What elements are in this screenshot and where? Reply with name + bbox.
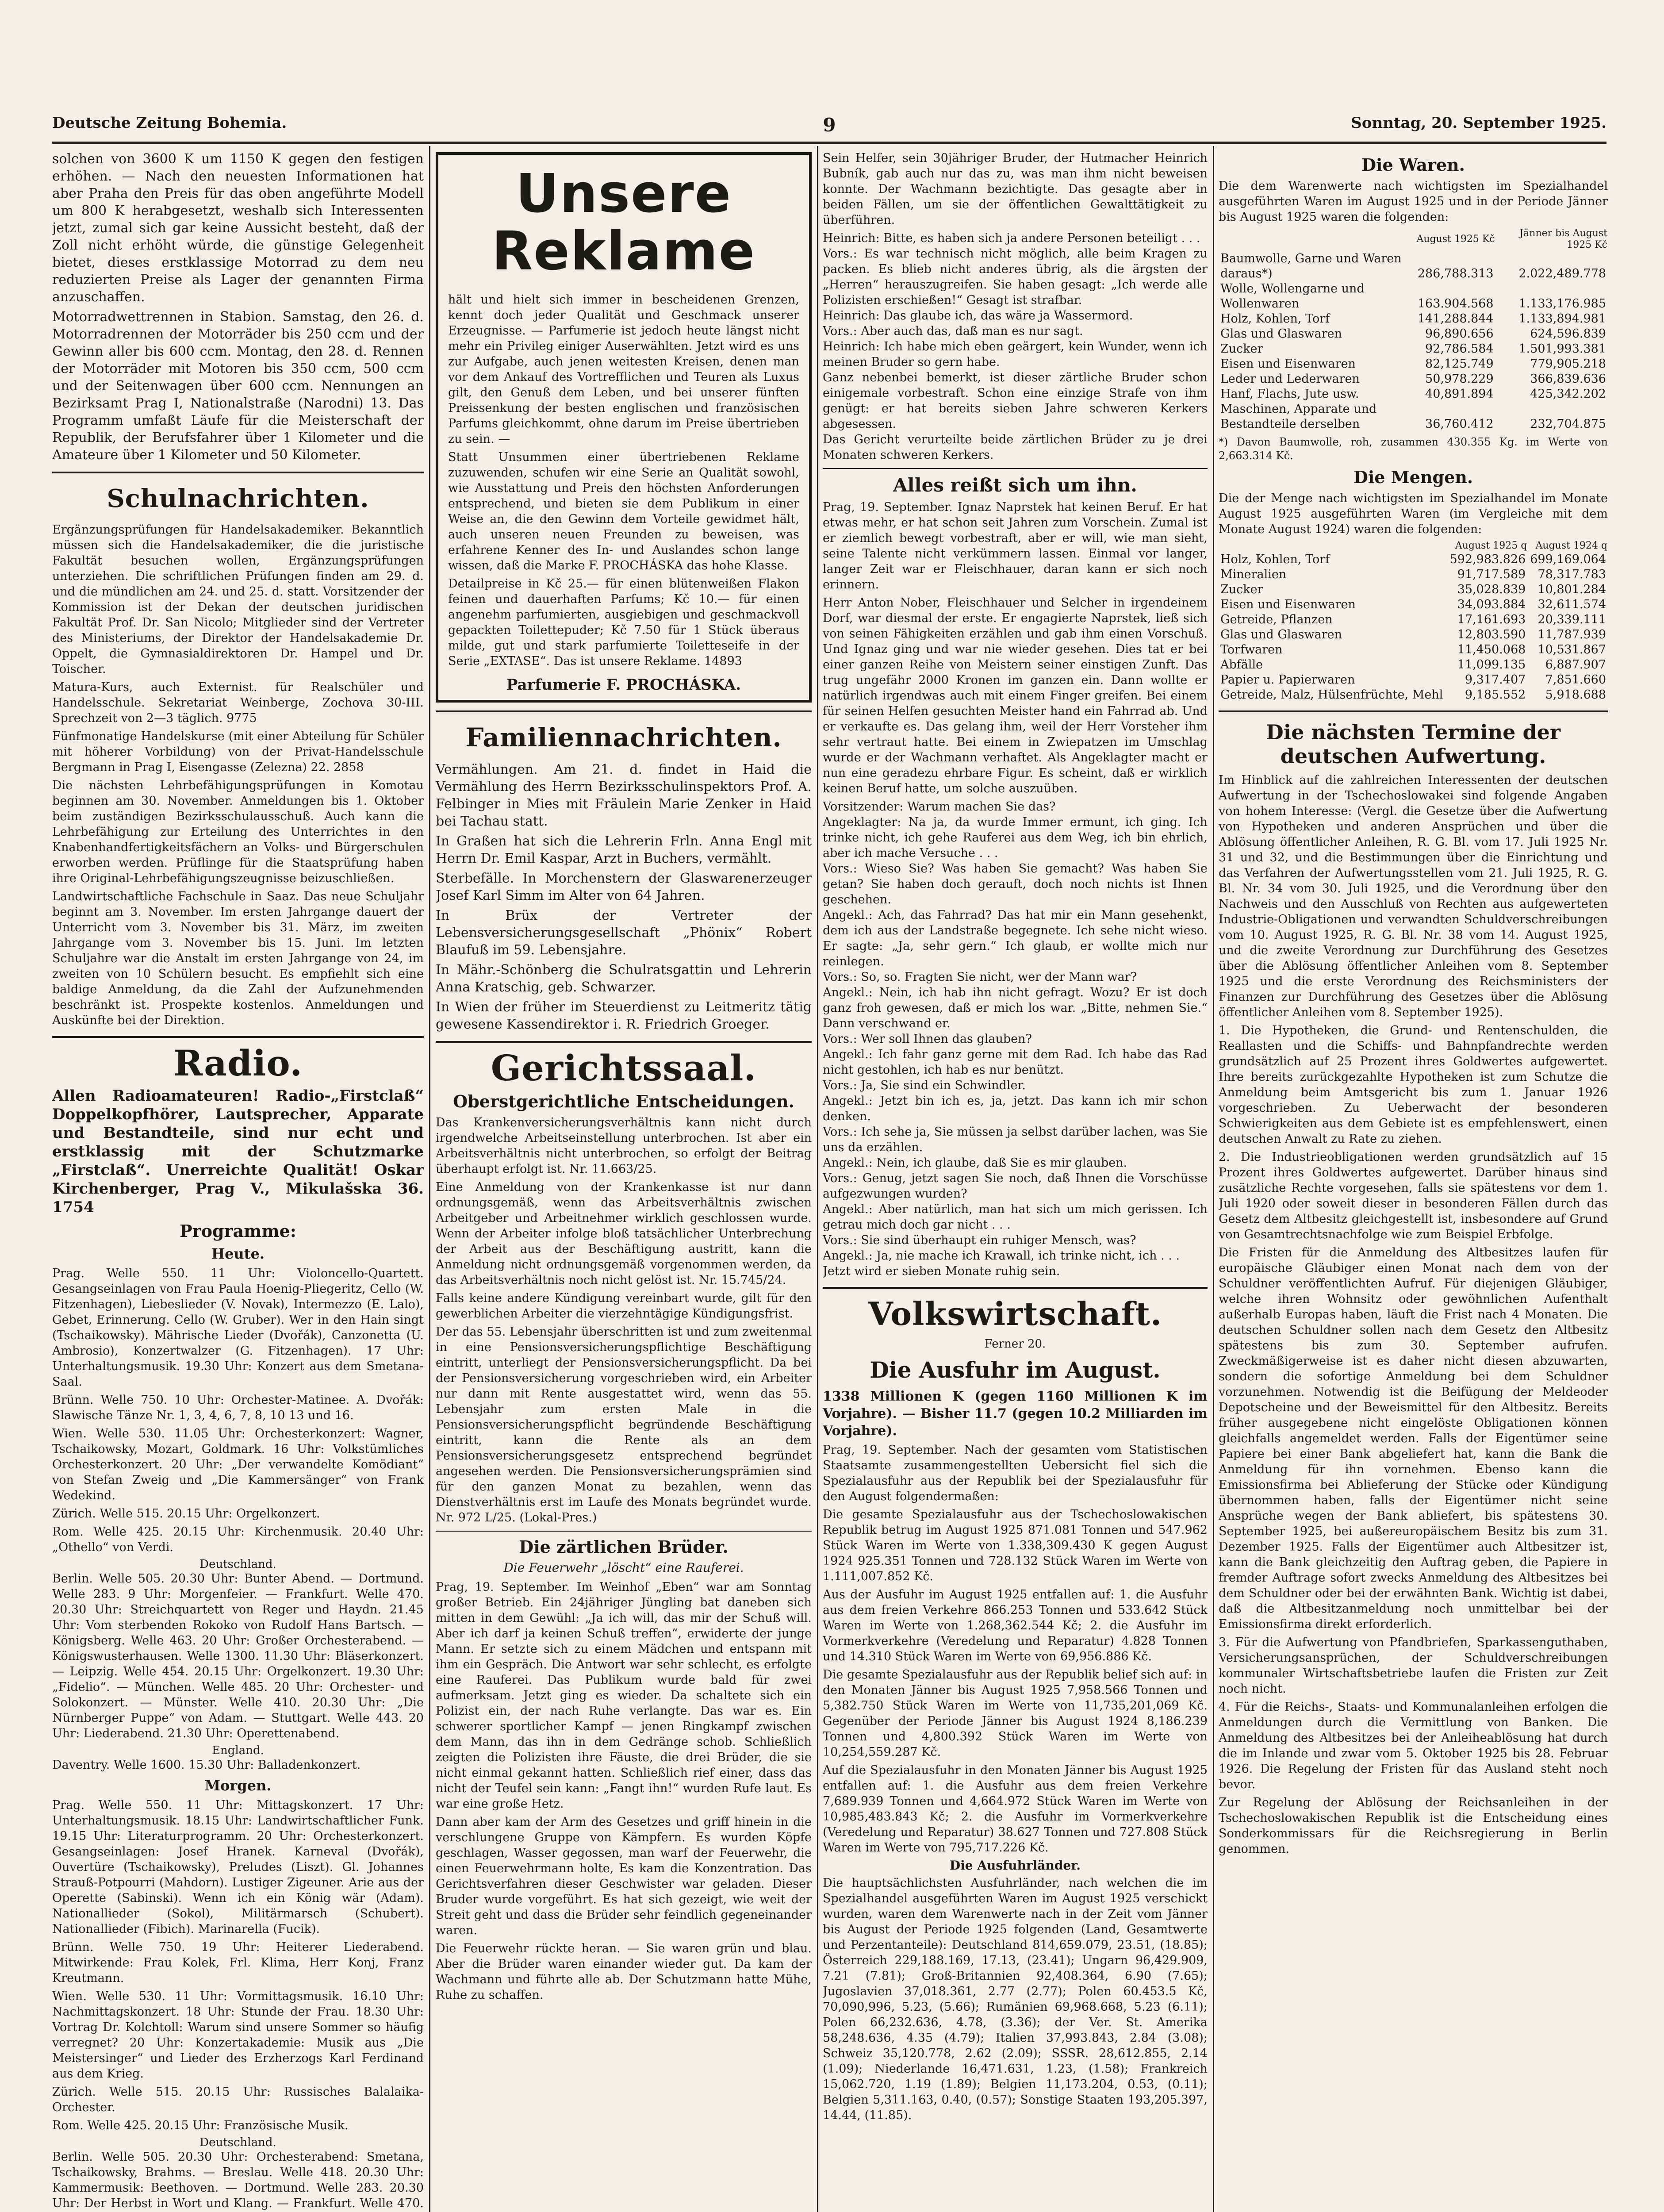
article-text: Die gesamte Spezialausfuhr aus der Tschechoslowakischen Republik betrug im August 1925 871.081 Tonnen und 547.962 Stück Waren im Werte von 1.338,309.430 K gegen August 1924 925.351 Tonnen und 728.132 Stück Waren im Werte von 1.111,007.852 Kč.	[823, 1508, 1208, 1583]
goods-name-cell: Leder und Lederwaren	[1220, 372, 1360, 386]
goods-value-table	[1219, 227, 1608, 432]
article-text: 3. Für die Aufwertung von Pfandbriefen, Sparkassenguthaben, Versicherungsansprüchen, der Schuldverschreibungen kommunaler Wirtschaftsbetriebe laufen die Fristen zur Zeit noch nicht.	[1219, 1636, 1608, 1696]
column-3	[823, 150, 1208, 2212]
article-title: Die Waren.	[1361, 155, 1465, 175]
section-rule	[823, 1287, 1208, 1289]
value-cell: 9,185.552	[1465, 688, 1526, 702]
page-number: 9	[823, 114, 836, 136]
section-title: Die nächsten Termine der deutschen Aufwertung.	[1265, 720, 1561, 768]
ad-text: Detailpreise in Kč 25.— für einen blütenweißen Flakon feinen und dauerhaften Parfums; Kč 10.— für einen angenehm parfumierten, ausgiebigen und geschmackvoll gepackten Toilettepuder; Kč 7.50 für 1 Stück überaus milde, gut und stark parfumierte Toiletteseife in der Serie „EXTASE“. Das ist unsere Reklame. 14893	[448, 577, 799, 668]
goods-name-cell: Wolle, Wollengarne und Wollenwaren	[1220, 282, 1365, 311]
table-footnote: *) Davon Baumwolle, roh, zusammen 430.355 Kg. im Werte von 2,663.314 Kč.	[1219, 436, 1608, 462]
column-2	[436, 150, 812, 2212]
subsection-title: Oberstgerichtliche Entscheidungen.	[453, 1091, 794, 1111]
program-entry: Rom. Welle 425. 20.15 Uhr: Kirchenmusik. 20.40 Uhr: „Othello“ von Verdi.	[52, 1525, 424, 1554]
subsection-title: Programme:	[180, 1221, 296, 1241]
value-cell: 10,801.284	[1537, 583, 1606, 596]
program-entry: Zürich. Welle 515. 20.15 Uhr: Russisches Balalaika-Orchester.	[52, 2085, 424, 2114]
value-cell: 7,851.660	[1545, 673, 1606, 687]
article-title: Die Mengen.	[1353, 467, 1473, 487]
goods-name-cell: Mineralien	[1220, 568, 1287, 581]
table-row	[1219, 612, 1608, 627]
column-divider	[1213, 146, 1214, 2212]
table-row	[1219, 281, 1608, 311]
article-text: Die gesamte Spezialausfuhr aus der Republik belief sich auf: in den Monaten Jänner bis August 1925 7,958.566 Tonnen und 5,382.750 Stück Waren im Werte von 11,735,201,069 Kč. Gegenüber der Periode Jänner bis August 1924 8,186.239 Tonnen und 4,800.392 Stück Waren im Werte von 10,254,559.287 Kč.	[823, 1668, 1208, 1759]
section-rule	[436, 710, 812, 712]
article-text: Landwirtschaftliche Fachschule in Saaz. Das neue Schuljahr beginnt am 3. November. Im ersten Jahrgange dauert der Unterricht vom 3. November bis 31. März, im zweiten Jahrgange vom 3. November bis 15. Juni. Im letzten Schuljahre war die Anstalt im ersten Jahrgange von 24, im zweiten von 10 Schülern besucht. Es empfiehlt sich eine baldige Anmeldung, da die Zahl der Aufzunehmenden beschränkt ist. Prospekte kostenlos. Anmeldungen und Auskünfte bei der Direktion.	[52, 890, 424, 1027]
value-cell: 5,918.688	[1545, 688, 1606, 702]
goods-name-cell: Getreide, Pflanzen	[1220, 613, 1333, 626]
issue-date: Sonntag, 20. September 1925.	[1351, 114, 1606, 132]
value-cell: 35,028.839	[1457, 583, 1526, 596]
article-text: Der das 55. Lebensjahr überschritten ist und zum zweitenmal in eine Pensionsversicherungspflichtige Beschäftigung eintritt, unterliegt der Pensionsversicherungspflicht. Da bei der Pensionsversicherung vorgeschrieben wird, ein Arbeiter nur dann mit Rente ausgestattet wird, wenn das 55. Lebensjahr zum ersten Male in die Pensionsversicherungspflicht begründende Beschäftigung eintritt, kann die Rente als an dem Pensionsversicherungsgesetz entsprechend begründet angesehen werden. Die Pensionsversicherungsprämien sind für den ganzen Monat zu bezahlen, wenn das Dienstverhältnis erst im Laufe des Monats begründet wurde. Nr. 972 L/25. (Lokal-Pres.)	[436, 1325, 812, 1525]
program-entry: Daventry. Welle 1600. 15.30 Uhr: Balladenkonzert.	[52, 1758, 361, 1772]
ad-headline: Unsere Reklame	[491, 163, 756, 282]
value-cell: 366,839.636	[1530, 372, 1606, 386]
column-divider	[817, 146, 818, 2212]
article-text: Dann aber kam der Arm des Gesetzes und griff hinein in die verschlungene Gruppe von Kämpfern. Es wurden Köpfe geschlagen, Wasser gegossen, man warf der Feuerwehr, die einen Feuerwehrmann holte, Es kam die Konzentration. Das Gerichtsverfahren dieser Geschwister war geladen. Dieser Bruder wurde vorgeführt. Es hat sich gezeigt, wie weit der Streit geht und dass die Brüder sehr feindlich gegeneinander waren.	[436, 1815, 812, 1937]
program-entry: Berlin. Welle 505. 20.30 Uhr: Bunter Abend. — Dortmund. Welle 283. 9 Uhr: Morgenfeier. — Frankfurt. Welle 470. 20.30 Uhr: Streichquartett von Reger und Haydn. 21.45 Uhr: Vom sterbenden Rokoko von Rudolf Hans Bartsch. — Königsberg. Welle 463. 20 Uhr: Großer Orchesterabend. — Königswusterhausen. Welle 1300. 11.30 Uhr: Bläserkonzert. — Leipzig. Welle 454. 20.15 Uhr: Orgelkonzert. 19.30 Uhr: „Fidelio“. — München. Welle 485. 20 Uhr: Orchester- und Solokonzert. — Münster. Welle 410. 20.30 Uhr: „Die Nürnberger Puppe“ von Adam. — Stuttgart. Welle 443. 20 Uhr: Liederabend. 21.30 Uhr: Operettenabend.	[52, 1572, 424, 1740]
value-cell: 92,786.584	[1425, 342, 1494, 356]
perfume-advertisement	[436, 152, 812, 703]
table-row	[1219, 402, 1608, 432]
value-cell: 91,717.589	[1457, 568, 1526, 581]
article-text: Die dem Warenwerte nach wichtigsten im Spezialhandel ausgeführten Waren im August 1925 und in der Periode Jänner bis August 1925 waren die folgenden:	[1219, 179, 1608, 224]
article-text: Ergänzungsprüfungen für Handelsakademiker. Bekanntlich müssen sich die Handelsakademiker, die die juristische Fakultät besuchen wollen, Ergänzungsprüfungen unterziehen. Die schriftlichen Prüfungen finden am 29. d. und die mündlichen am 24. und 25. d. statt. Vorsitzender der Kommission ist der Dekan der deutschen juridischen Fakultät Prof. Dr. San Nicolo; Mitglieder sind der Vertreter des Ministeriums, der Direktor der Handelsakademie Dr. Oppelt, die Gymnasialdirektoren Dr. Hampel und Dr. Toischer.	[52, 523, 424, 676]
article-title: Die zärtlichen Brüder.	[519, 1537, 728, 1557]
article-title: Die Ausfuhr im August.	[870, 1357, 1161, 1383]
article-text: solchen von 3600 K um 1150 K gegen den festigen erhöhen. — Nach den neuesten Informationen hat aber Praha den Preis für das oben angeführte Modell um 800 K herabgesetzt, weshalb sich Interessenten jetzt, zumal sich gar keine Aussicht besteht, daß der Zoll nicht erhöht würde, die günstige Gelegenheit bietet, dieses erstklassige Motorrad zu dem neu reduzierten Preise als Lager der genannten Firma anzuschaffen.	[52, 151, 424, 305]
value-cell: 10,531.867	[1537, 643, 1606, 657]
ad-signature: Parfumerie F. PROCHÁSKA.	[506, 676, 741, 694]
article-text: Fünfmonatige Handelskurse (mit einer Abteilung für Schüler mit höherer Vorbildung) von der Privat-Handelsschule Bergmann in Prag I, Eisengasse (Zelezna) 22. 2858	[52, 730, 424, 774]
article-text: Vorsitzender: Warum machen Sie das? Angeklagter: Na ja, da wurde Immer ermunt, ich ging. Ich trinke nicht, ich gehe Rauferei aus dem Weg, ich bin ehrlich, aber ich mache Versuche . . . Vors.: Wieso Sie? Was haben Sie gemacht? Was haben Sie getan? Sie haben doch gerauft, doch noch nichts ist Ihnen geschehen. Angekl.: Ach, das Fahrrad? Das hat mir ein Mann gesehenkt, dem ich aus der Landstraße begegnete. Ich sehe nicht wieso. Er sagte: „Ja, sehr gern.“ Ich glaub, er wollte mich nur reinlegen. Vors.: So, so. Fragten Sie nicht, wer der Mann war? Angekl.: Nein, ich hab ihn nicht gefragt. Wozu? Er ist doch ganz froh gewesen, daß er mich los war. „Bitte, nehmen Sie.“ Dann verschwand er. Vors.: Wer soll Ihnen das glauben? Angekl.: Ich fahr ganz gerne mit dem Rad. Ich habe das Rad nicht gestohlen, ich hab es nur benützt. Vors.: Ja, Sie sind ein Schwindler. Angekl.: Jetzt bin ich es, ja, jetzt. Das kann ich mir schon denken. Vors.: Ich sehe ja, Sie müssen ja selbst darüber lachen, was Sie uns da erzählen. Angekl.: Nein, ich glaube, daß Sie es mir glauben. Vors.: Genug, jetzt sagen Sie noch, daß Ihnen die Vorschüsse aufgezwungen wurden? Angekl.: Aber natürlich, man hat sich um mich gerissen. Ich getrau mich doch gar nicht . . . Vors.: Sie sind überhaupt ein ruhiger Mensch, was? Angekl.: Ja, nie mache ich Krawall, ich trinke nicht, ich . . . Jetzt wird er sieben Monate ruhig sein.	[823, 800, 1208, 1278]
value-cell: 592,983.826	[1449, 553, 1526, 566]
table-row	[1219, 311, 1608, 326]
article-text: In Wien der früher im Steuerdienst zu Leitmeritz tätig gewesene Kassendirektor i. R. Friedrich Groeger.	[436, 999, 812, 1032]
value-cell: 1.133,894.981	[1518, 312, 1606, 326]
section-rule	[436, 1041, 812, 1043]
goods-name-cell: Holz, Kohlen, Torf	[1220, 312, 1330, 326]
value-cell: 699,169.064	[1530, 553, 1606, 566]
program-entry: Prag. Welle 550. 11 Uhr: Violoncello-Quartett. Gesangseinlagen von Frau Paula Hoenig-Pliegeritz, Cello (W. Fitzenhagen), Liebeslieder (V. Novak), Intermezzo (E. Lalo), Gebet, Erinnerung. Cello (W. Gruber). Wer in den Hain singt (Tschaikowsky). Mährische Lieder (Dvořák), Canzonetta (U. Ambrosio), Konzertwalzer (G. Fitzenhagen). 17 Uhr: Unterhaltungsmusik. 19.30 Uhr: Konzert aus dem Smetana-Saal.	[52, 1267, 424, 1389]
value-cell: 11,099.135	[1457, 658, 1526, 672]
goods-quantity-table	[1219, 540, 1608, 703]
ad-text: Statt Unsummen einer übertriebenen Reklame zuzuwenden, schufen wir eine Serie an Qualität sowohl, wie Ausstattung und Preis den höchsten Anforderungen entsprechend, und bieten sie dem Publikum in einer Weise an, die den Gewinn dem Vorteile gewidmet hält, auch unseren neuen Freunden zu beweisen, was erfahrene Kenner des In- und Auslandes schon lange wissen, daß die Marke F. PROCHÁSKA das hohe Klasse.	[448, 450, 799, 572]
value-cell: 82,125.749	[1425, 357, 1494, 371]
article-text: Prag, 19. September. Ignaz Naprstek hat keinen Beruf. Er hat etwas mehr, er hat schon seit Jahren zum Vorschein. Zumal ist er ziemlich bewegt vorbestraft, aber er will, wie man sieht, seine Talente nicht verkümmern lassen. Einmal vor langer, langer Zeit war er Fleischhauer, daran kann er sich noch erinnern.	[823, 500, 1208, 591]
article-text: Aus der Ausfuhr im August 1925 entfallen auf: 1. die Ausfuhr aus dem freien Verkehre 866.253 Tonnen und 533.642 Stück Waren im Werte von 1.268,362.544 Kč; 2. die Ausfuhr im Vormerkverkehre (Veredelung und Reparatur) 4.828 Tonnen und 14.310 Stück Waren im Werte von 69,956.886 Kč.	[823, 1588, 1208, 1663]
value-cell: 12,803.590	[1457, 628, 1526, 641]
article-text: In Mähr.-Schönberg die Schulratsgattin und Lehrerin Anna Kratschig, geb. Schwarzer.	[436, 962, 812, 995]
goods-name-cell: Glas und Glaswaren	[1220, 327, 1342, 341]
value-cell: 50,978.229	[1425, 372, 1494, 386]
column-4	[1219, 150, 1608, 2212]
goods-name-cell: Zucker	[1220, 583, 1263, 596]
article-text: In Brüx der Vertreter der Lebensversicherungsgesellschaft „Phönix“ Robert Blaufuß im 59. Lebensjahre.	[436, 908, 812, 958]
article-text: Die nächsten Lehrbefähigungsprüfungen in Komotau beginnen am 30. November. Anmeldungen bis 1. Oktober beim zuständigen Bezirksschulausschuß. Auch kann die Lehrbefähigung zur Erteilung des Unterrichtes in den Knabenhandfertigkeitsfächern an Volks- und Bürgerschulen erworben werden. Prüflinge für die Staatsprüfung haben ihre Original-Lehrbefähigungszeugnisse beizuschließen.	[52, 779, 424, 885]
goods-name-cell: Torfwaren	[1220, 643, 1283, 657]
dateline: Ferner 20.	[984, 1337, 1046, 1351]
program-entry: Wien. Welle 530. 11.05 Uhr: Orchesterkonzert: Wagner, Tschaikowsky, Mozart, Goldmark. 16 Uhr: Volkstümliches Orchesterkonzert. 20 Uhr: „Der verwandelte Komödiant“ von Stefan Zweig und „Die Kammersänger“ von Frank Wedekind.	[52, 1427, 424, 1502]
goods-name-cell: Papier u. Papierwaren	[1220, 673, 1355, 687]
article-text: Heinrich: Bitte, es haben sich ja andere Personen beteiligt . . . Vors.: Es war technisch nicht möglich, alle beim Kragen zu packen. Es blieb nicht anderes übrig, als die ärgsten der „Herren“ herauszugreifen. Sie haben gesagt: „Ich werde alle Polizisten erschießen!“ Gesagt ist strafbar. Heinrich: Das glaube ich, das wäre ja Wassermord. Vors.: Aber auch das, daß man es nur sagt. Heinrich: Ich habe mich eben geärgert, kein Wunder, wenn ich meinen Bruder so gern habe. Ganz nebenbei bemerkt, ist dieser zärtliche Bruder schon einigemale vorbestraft. Schon eine einzige Strafe von ihm genügt: er hat bereits sieben Jahre schweren Kerkers abgesessen. Das Gericht verurteilte beide zärtlichen Brüder zu je drei Monaten schweren Kerkers.	[823, 231, 1208, 462]
value-cell: 40,891.894	[1425, 387, 1494, 401]
program-entry: Brünn. Welle 750. 19 Uhr: Heiterer Liederabend. Mitwirkende: Frau Kolek, Frl. Klima, Herr Konj, Franz Kreutmann.	[52, 1940, 424, 1985]
article-title: Alles reißt sich um ihn.	[893, 474, 1137, 496]
goods-name-cell: Eisen und Eisenwaren	[1220, 598, 1356, 611]
region-label: England.	[212, 1744, 264, 1757]
section-rule	[1219, 710, 1608, 712]
value-cell: 20,339.111	[1537, 613, 1606, 626]
article-text: 2. Die Industrieobligationen werden grundsätzlich auf 15 Prozent ihres Goldwertes aufgewertet. Darüber hinaus sind zusätzliche Rechte vorgesehen, falls sie spätestens vor dem 1. Juli 1920 oder soweit dieser in besonderen Fällen durch das Gesetz dem Altbesitz gleichgestellt ist, insbesondere auf Grund von Gesamtrechtsnachfolge wie zum Beispiel Erbfolge.	[1219, 1150, 1608, 1241]
value-cell: 624,596.839	[1530, 327, 1606, 341]
table-row	[1219, 657, 1608, 672]
article-text: Prag, 19. September. Nach der gesamten vom Statistischen Staatsamte zusammengestellten Uebersicht fiel sich die Spezialausfuhr aus der Republik bei der Spezialausfuhr für den August folgendermaßen:	[823, 1443, 1208, 1503]
table-header: August 1925 q	[1455, 540, 1527, 551]
article-text: Die Feuerwehr rückte heran. — Sie waren grün und blau. Aber die Brüder waren einander wieder gut. Da kam der Wachmann und führte alle ab. Der Schutzmann hatte Mühe, Ruhe zu schaffen.	[436, 1942, 812, 2002]
article-text: Vermählungen. Am 21. d. findet in Haid die Vermählung des Herrn Bezirksschulinspektors Prof. A. Felbinger in Mies mit Fräulein Marie Zenker in Haid bei Tachau statt.	[436, 762, 812, 829]
table-row	[1219, 357, 1608, 372]
value-cell: 2.022,489.778	[1518, 267, 1606, 280]
article-text: 4. Für die Reichs-, Staats- und Kommunalanleihen erfolgen die Anmeldungen durch die Vermittlung von Banken. Die Anmeldung des Altbesitzes bei der Anleiheablösung hat durch die im Inlande und zwar vom 5. Oktober 1925 bis 28. Februar 1926. Die Regelung der Fristen für das Ausland steht noch bevor.	[1219, 1700, 1608, 1791]
article-text: Matura-Kurs, auch Externist. für Realschüler und Handelsschule. Sekretariat Weinberge, Zochova 30-III. Sprechzeit von 2—3 täglich. 9775	[52, 680, 424, 725]
program-entry: Rom. Welle 425. 20.15 Uhr: Französische Musik.	[52, 2119, 349, 2132]
table-row	[1219, 342, 1608, 357]
table-row	[1219, 326, 1608, 342]
section-title: Schulnachrichten.	[107, 484, 369, 513]
ad-text: hält und hielt sich immer in bescheidenen Grenzen, kennt doch jeder Qualität und Geschmack unserer Erzeugnisse. — Parfumerie ist jedoch heute längst nicht mehr ein Privileg einiger Auserwählten. Jetzt wird es uns zur Aufgabe, auch jenen weitesten Kreisen, denen man vor dem Ankauf des Vortrefflichen und Teuren als Luxus gilt, den Genuß dem Leben, und bei unserer fünften Preissenkung der besten englischen und französischen Parfums gleichkommt, ohne darum im Preise übertrieben zu sein. —	[448, 293, 799, 446]
section-rule	[52, 472, 424, 473]
goods-name-cell: Baumwolle, Garne und Waren daraus*)	[1220, 252, 1402, 280]
section-title: Radio.	[173, 1042, 303, 1084]
goods-name-cell: Holz, Kohlen, Torf	[1220, 553, 1330, 566]
page-header	[52, 111, 1606, 144]
section-title: Familiennachrichten.	[465, 722, 782, 753]
value-cell: 17,161.693	[1457, 613, 1526, 626]
goods-name-cell: Eisen und Eisenwaren	[1220, 357, 1356, 371]
article-text: Falls keine andere Kündigung vereinbart wurde, gilt für den gewerblichen Arbeiter die vierzehntägige Kündigungsfrist.	[436, 1291, 812, 1321]
article-text: Das Krankenversicherungsverhältnis kann nicht durch irgendwelche Arbeitseinstellung unterbrochen. Ist aber ein Arbeitsverhältnis nicht unterbrochen, so erfolgt der Beitrag überhaupt erfolgt ist. Nr. 11.663/25.	[436, 1116, 812, 1176]
article-text: Auf die Spezialausfuhr in den Monaten Jänner bis August 1925 entfallen auf: 1. die Ausfuhr aus dem freien Verkehre 7,689.939 Tonnen und 4,664.972 Stück Waren im Werte von 10,985,483.843 Kč; 2. die Ausfuhr im Vormerkverkehre (Veredelung und Reparatur) 38.627 Tonnen und 727.808 Stück Waren im Werte von 795,717.226 Kč.	[823, 1763, 1208, 1855]
value-cell: 286,788.313	[1417, 267, 1494, 280]
value-cell: 34,093.884	[1457, 598, 1526, 611]
subsection-title: Morgen.	[204, 1777, 272, 1794]
goods-name-cell: Abfälle	[1220, 658, 1263, 672]
value-cell: 779,905.218	[1530, 357, 1606, 371]
article-text: Eine Anmeldung von der Krankenkasse ist nur dann ordnungsgemäß, wenn das Arbeitsverhältnis zwischen Arbeitgeber und Arbeitnehmer wirklich geschlossen wurde. Wenn der Arbeiter infolge bloß tatsächlicher Unterbrechung der Arbeit aus der Beschäftigung austritt, kann die Anmeldung nicht ordnungsgemäß vorgenommen werden, da das Arbeitsverhältnis noch nicht gelöst ist. Nr. 15.745/24.	[436, 1180, 812, 1287]
section-title: Volkswirtschaft.	[868, 1295, 1162, 1333]
program-entry: Zürich. Welle 515. 20.15 Uhr: Orgelkonzert.	[52, 1507, 320, 1521]
value-cell: 11,450.068	[1457, 643, 1526, 657]
program-entry: Berlin. Welle 505. 20.30 Uhr: Orchesterabend: Smetana, Tschaikowsky, Brahms. — Breslau. Welle 418. 20.30 Uhr: Kammermusik: Beethoven. — Dortmund. Welle 283. 20.30 Uhr: Der Herbst in Wort und Klang. — Frankfurt. Welle 470.	[52, 2150, 424, 2210]
article-text: Die hauptsächlichsten Ausfuhrländer, nach welchen die im Spezialhandel ausgeführten Waren im August 1925 verschickt wurden, waren dem Warenwerte nach in der Zeit vom Jänner bis August der Periode 1925 folgenden (Land, Gesamtwerte und Perzentanteile): Deutschland 814,659.079, 23.51, (18.85); Österreich 229,188.169, 17.13, (23.41); Ungarn 96,429.909, 7.21 (7.81); Groß-Britannien 92,408.364, 6.90 (7.65); Jugoslavien 37,018.361, 2.77 (2.77); Polen 60.453.5 Kč, 70,090,996, 5.23, (5.66); Rumänien 69,968.668, 5.23 (6.11); Polen 66,232.636, 4.78, (3.36); der Ver. St. Amerika 58,248.636, 4.35 (4.79); Italien 37,993.843, 2.84 (3.08); Schweiz 35,120.778, 2.62 (2.09); SSSR. 28,612.855, 2.14 (1.09); Niederlande 16,471.631, 1.23, (1.58); Frankreich 15,062.720, 1.19 (1.89); Belgien 11,173.204, 0.53, (0.11); Belgien 5,311.163, 0.40, (0.57); Sonstige Staaten 193,205.397, 14.44, (11.85).	[823, 1876, 1208, 2122]
goods-name-cell: Maschinen, Apparate und Bestandteile derselben	[1220, 402, 1377, 431]
value-cell: 9,317.407	[1465, 673, 1526, 687]
article-text: Herr Anton Nober, Fleischhauer und Selcher in irgendeinem Dorf, war diesmal der erste. Er engagierte Naprstek, ließ sich von seinen Fähigkeiten erzählen und gab ihm einen Vorschuß. Und Ignaz ging und war nie wieder gesehen. Dies tat er bei einer ganzen Reihe von Meistern seiner einstigen Zunft. Das trug ungefähr 2000 Kronen im ganzen ein. Dann wollte er natürlich irgendwas auch mit einem Finger greifen. Bei einem für seinen Helfen gesuchten Meister hand ein Fahrrad ab. Und er verkaufte es. Das gelang ihm, weil der Herr Vorsteher ihm sehr vertraut hatte. Bei einem in Zwiepatzen im Umschlag wurde er der Wachmann verhaftet. Als Angeklagter macht er nun eine geradezu ehrbare Figur. Es scheint, daß er wirklich keinen Beruf hatte, um solche auszuüben.	[823, 596, 1208, 795]
goods-name-cell: Glas und Glaswaren	[1220, 628, 1342, 641]
program-entry: Brünn. Welle 750. 10 Uhr: Orchester-Matinee. A. Dvořák: Slawische Tänze Nr. 1, 3, 4, 6, 7, 8, 10 13 und 16.	[52, 1393, 424, 1422]
column-1	[52, 150, 424, 2212]
masthead: Deutsche Zeitung Bohemia.	[52, 114, 287, 132]
table-row	[1219, 582, 1608, 597]
article-text: 1. Die Hypotheken, die Grund- und Rentenschulden, die Reallasten und die Schiffs- und Bahnpfandrechte werden grundsätzlich auf 25 Prozent ihres Goldwertes aufgewertet. Ihre bereits zurückgezahlte Hypotheken ist zum Schutze die Anmeldung beim Amtsgericht bis zum 1. Januar 1926 vorgeschrieben. Zu Ueberwacht der besonderen Schwierigkeiten aus dem Gebiete ist es empfehlenswert, einen deutschen Anwalt zu Rate zu ziehen.	[1219, 1024, 1608, 1146]
table-header: August 1924 q	[1535, 540, 1607, 551]
table-row	[1219, 597, 1608, 612]
subsection-title: Die Ausfuhrländer.	[949, 1858, 1081, 1873]
article-text: Die Fristen für die Anmeldung des Altbesitzes laufen für europäische Gläubiger einen Monat nach dem von der Schuldner veröffentlichten Aufruf. Für diejenigen Gläubiger, welche ihren Wohnsitz oder gewöhnlichen Aufenthalt außerhalb Europas haben, läuft die Frist nach 4 Monaten. Die deutschen Schuldner sollen nach dem Gesetz den Altbesitz spätestens bis zum 30. September aufrufen. Zweckmäßigerweise ist es daher nicht diesen abzuwarten, sondern die sofortige Anmeldung bei dem Schuldner vorzunehmen. Notwendig ist die Beifügung der Meldeoder Depotscheine und der Beweismittel für den Altbesitz. Bereits früher ausgegebene nicht eingelöste Obligationen können gleichfalls angemeldet werden. Falls der Eigentümer seine Papiere bei einer Bank abgeliefert hat, kann die Bank die Anmeldung für ihn vornehmen. Ebenso kann die Emissionsfirma bei Ablieferung der Stücke oder Kündigung übernommen haben, falls der Eigentümer nicht seine Ansprüche wegen der Bank abliefert, bis spätestens 30. September 1925, bei außereuropäischem Besitz bis zum 31. Dezember 1925. Falls der Eigentümer auch Altbesitzer ist, kann die Bank gleichzeitig den Auftrag geben, die Papiere in fremder Auftrage sofort zwecks Anmeldung des Altbesitzes bei dem Schuldner oder bei der erwähnten Bank. Wichtig ist dabei, daß die Altbesitzanmeldung noch unmittelbar bei der Emissionsfirma direkt erforderlich.	[1219, 1246, 1608, 1631]
article-subtitle: Die Feuerwehr „löscht“ eine Rauferei.	[503, 1560, 744, 1575]
value-cell: 32,611.574	[1537, 598, 1606, 611]
column-divider	[429, 146, 430, 2212]
value-cell: 78,317.783	[1537, 568, 1606, 581]
value-cell: 1.501,993.381	[1518, 342, 1606, 356]
program-entry: Prag. Welle 550. 11 Uhr: Mittagskonzert. 17 Uhr: Unterhaltungsmusik. 18.15 Uhr: Landwirtschaftlicher Funk. 19.15 Uhr: Literaturprogramm. 20 Uhr: Orchesterkonzert. Gesangseinlagen: Josef Hranek. Karneval (Dvořák), Ouvertüre (Tschaikowsky), Preludes (Liszt). Gl. Johannes Strauß-Potpourri (Mahdorn). Lustiger Zigeuner. Arie aus der Operette (Sabinski). Wenn ich ein König wär (Adam). Nationallieder (Sokol), Militärmarsch (Schubert). Nationallieder (Fibich). Marinarella (Fucik).	[52, 1798, 424, 1936]
program-entry: Wien. Welle 530. 11 Uhr: Vormittagsmusik. 16.10 Uhr: Nachmittagskonzert. 18 Uhr: Stunde der Frau. 18.30 Uhr: Vortrag Dr. Kolchtoll: Warum sind unsere Sommer so häufig verregnet? 20 Uhr: Konzertakademie: Musik aus „Die Meistersinger“ und Lieder des Erzherzogs Karl Ferdinand aus dem Krieg.	[52, 1989, 424, 2081]
article-text: Prag, 19. September. Im Weinhof „Eben“ war am Sonntag großer Betrieb. Ein 24jähriger Jüngling bat daneben sich mitten in dem Gewühl: „Ja ich will, das mir der Schuß will. Aber ich darf ja keinen Schuß treffen“, erwiderte der junge Mann. Er setzte sich zu einem Mädchen und entspann mit ihm ein Gespräch. Die Antwort war sehr schlecht, es erfolgte eine Rauferei. Das Publikum wurde bald für zwei aufmerksam. Jetzt ging es wieder. Da schaltete sich ein Polizist ein, der nach Ruhe verlangte. Das war es. Ein schwerer sportlicher Kampf — jenen Ringkampf zwischen dem Mann, das ihn in dem Gedränge schob. Schließlich zeigten die Polizisten ihre Fäuste, die drei Brüder, die sie nicht einmal gekannt hatten. Schließlich rief einer, dass das nicht der Teufel sein kann: „Fangt ihn!“ wurden Rufe laut. Es war eine große Hetz.	[436, 1580, 812, 1811]
region-label: Deutschland.	[199, 1558, 276, 1571]
section-rule	[52, 1036, 424, 1038]
article-subtitle: 1338 Millionen K (gegen 1160 Millionen K im Vorjahre). — Bisher 11.7 (gegen 10.2 Milliarden im Vorjahre).	[823, 1389, 1208, 1439]
advertisement: Allen Radioamateuren! Radio-„Firstclaß“ Doppelkopfhörer, Lautsprecher, Apparate und Bestandteile, sind nur echt und erstklassig mit der Schutzmarke „Firstclaß“. Unerreichte Qualität! Oskar Kirchenberger, Prag V., Mikulašska 36. 1754	[52, 1087, 424, 1216]
table-row	[1219, 251, 1608, 281]
table-row	[1219, 687, 1608, 703]
value-cell: 232,704.875	[1530, 417, 1606, 431]
table-row	[1219, 672, 1608, 687]
subsection-title: Heute.	[211, 1245, 265, 1262]
table-row	[1219, 552, 1608, 567]
article-text: Sein Helfer, sein 30jähriger Bruder, der Hutmacher Heinrich Bubník, gab auch nur das zu, was man ihm nicht beweisen konnte. Der Wachmann bezichtigte. Das gesagte aber in beiden Fällen, um sie der öffentlichen Gewalttätigkeit zu überführen.	[823, 151, 1208, 227]
value-cell: 36,760.412	[1425, 417, 1494, 431]
value-cell: 96,890.656	[1425, 327, 1494, 341]
value-cell: 11,787.939	[1537, 628, 1606, 641]
article-text: Im Hinblick auf die zahlreichen Interessenten der deutschen Aufwertung in der Tschechoslowakei sind folgende Angaben von hohem Interesse: (Vergl. die Gesetze über die Aufwertung von Hypotheken und anderen Ansprüchen und über die Ablösung öffentlicher Anleihen, R. G. Bl. vom 17. Juli 1925 Nr. 31 und 32, und die Bestimmungen über die Einrichtung und das Verfahren der Aufwertungsstellen vom 21. Juli 1925, R. G. Bl. Nr. 34 vom 30. Juli 1925, und die Verordnung über den Nachweis und den Ausschluß von Rechten aus aufgewerteten Industrie-Obligationen und verwandten Schuldverschreibungen vom 10. August 1925, R. G. Bl. Nr. 38 vom 14. August 1925, und die zweite Verordnung zur Durchführung des Gesetzes über die Ablösung öffentlicher Anleihen vom 8. September 1925 und die erste Verordnung des Reichsministers der Finanzen zur Durchführung des Gesetzes über die Ablösung öffentlicher Anleihen vom 8. September 1925).	[1219, 773, 1608, 1019]
goods-name-cell: Getreide, Malz, Hülsenfrüchte, Mehl	[1220, 688, 1443, 702]
table-row	[1219, 387, 1608, 402]
section-rule	[823, 468, 1208, 469]
goods-name-cell: Zucker	[1220, 342, 1263, 356]
goods-name-cell: Hanf, Flachs, Jute usw.	[1220, 387, 1359, 401]
value-cell: 1.133,176.985	[1518, 297, 1606, 311]
table-header: August 1925 Kč	[1416, 234, 1495, 245]
table-row	[1219, 372, 1608, 387]
table-header: Jänner bis August 1925 Kč	[1519, 228, 1607, 250]
value-cell: 163.904.568	[1417, 297, 1494, 311]
section-rule	[436, 1531, 812, 1532]
value-cell: 6,887.907	[1545, 658, 1606, 672]
article-text: Motorradwettrennen in Stabion. Samstag, den 26. d. Motorradrennen der Motorräder bis 250 ccm und der Gewinn aller bis 600 ccm. Montag, den 28. d. Rennen der Motorräder mit Motoren bis 350 ccm, 500 ccm und der Seitenwagen über 600 ccm. Nennungen an Bezirksamt Prag I, Nationalstraße (Narodni) 13. Das Programm umfaßt Läufe für die Meisterschaft der Republik, der Berufsfahrer über 1 Kilometer und die Amateure über 1 Kilometer und 50 Kilometer.	[52, 309, 424, 463]
value-cell: 425,342.202	[1530, 387, 1606, 401]
value-cell: 141,288.844	[1417, 312, 1494, 326]
article-text: In Graßen hat sich die Lehrerin Frln. Anna Engl mit Herrn Dr. Emil Kaspar, Arzt in Buchers, vermählt.	[436, 833, 812, 866]
table-row	[1219, 627, 1608, 642]
table-row	[1219, 642, 1608, 657]
section-title: Gerichtssaal.	[491, 1047, 757, 1089]
article-text: Die der Menge nach wichtigsten im Spezialhandel im Monate August 1925 ausgeführten Waren (im Vergleiche mit dem Monate August 1924) waren die folgenden:	[1219, 492, 1608, 536]
article-text: Zur Regelung der Ablösung der Reichsanleihen in der Tschechoslowakischen Republik ist die Entscheidung eines Sonderkommissars für die Reichsregierung in Berlin genommen.	[1219, 1796, 1608, 1856]
article-text: Sterbefälle. In Morchenstern der Glaswarenerzeuger Josef Karl Simm im Alter von 64 Jahren.	[436, 871, 812, 903]
table-row	[1219, 567, 1608, 582]
region-label: Deutschland.	[199, 2136, 276, 2149]
